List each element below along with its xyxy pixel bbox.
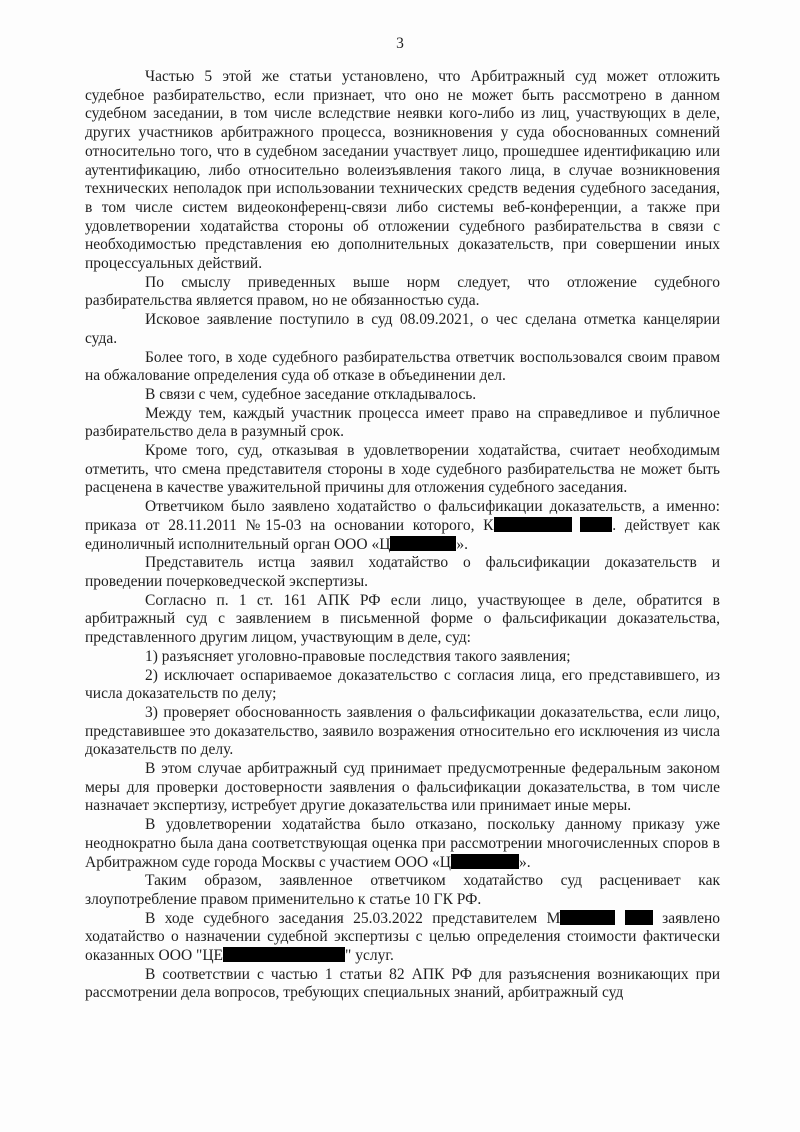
paragraph: По смыслу приведенных выше норм следует, что отложение судебного разбирательства является правом, но не обязанностью суда. [85, 273, 720, 310]
document-body [85, 68, 720, 1003]
paragraph: 2) исключает оспариваемое доказательство с согласия лица, его представившего, из числа доказательств по делу; [85, 666, 720, 703]
paragraph: Согласно п. 1 ст. 161 АПК РФ если лицо, участвующее в деле, обратится в арбитражный суд с заявлением в письменной форме о фальсификации доказательства, представленного другим лицом, участвующим в деле, суд: [85, 591, 720, 647]
redaction-box [451, 854, 519, 869]
redaction-box [560, 910, 615, 925]
paragraph: 3) проверяет обоснованность заявления о фальсификации доказательства, если лицо, представившее это доказательство, заявило возражения относительно его исключения из числа доказательств по делу. [85, 703, 720, 759]
paragraph: Таким образом, заявленное ответчиком ходатайство суд расценивает как злоупотребление правом применительно к статье 10 ГК РФ. [85, 872, 720, 908]
paragraph: Между тем, каждый участник процесса имеет право на справедливое и публичное разбирательство дела в разумный срок. [85, 404, 720, 441]
paragraph: Частью 5 этой же статьи установлено, что Арбитражный суд может отложить судебное разбирательство, если признает, что оно не может быть рассмотрено в данном судебном заседании, в том числе вследствие неявки кого-либо из лиц, участвующих в деле, других участников арбитражного процесса, возникновения у суда обоснованных сомнений относительно того, что в судебном заседании участвует лицо, прошедшее идентификацию или аутентификацию, либо относительно волеизъявления такого лица, в случае возникновения технических неполадок при использовании технических средств ведения судебного заседания, в том числе систем видеоконференц-связи либо системы веб-конференции, а также при удовлетворении ходатайства стороны об отложении судебного разбирательства в связи с необходимостью представления ею дополнительных доказательств, при совершении иных процессуальных действий. [85, 68, 720, 273]
paragraph: В этом случае арбитражный суд принимает предусмотренные федеральным законом меры для проверки достоверности заявления о фальсификации доказательства, в том числе назначает экспертизу, истребует другие доказательства или принимает иные меры. [85, 760, 720, 815]
paragraph: Исковое заявление поступило в суд 08.09.2021, о чес сделана отметка канцелярии суда. [85, 311, 720, 347]
paragraph: В ходе судебного заседания 25.03.2022 представителем М заявлено ходатайство о назначении судебной экспертизы с целью определения стоимости фактически оказанных ООО "ЦЕ " услуг. [85, 909, 720, 965]
paragraph: В удовлетворении ходатайства было отказано, поскольку данному приказу уже неоднократно была дана соответствующая оценка при рассмотрении многочисленных споров в Арбитражном суде города Москвы с участием ООО «Ц ». [85, 816, 720, 871]
redaction-box [390, 536, 456, 551]
redaction-box [223, 947, 345, 962]
paragraph: Ответчиком было заявлено ходатайство о фальсификации доказательств, а именно: приказа от 28.11.2011 №15-03 на основании которого, К . действует как единоличный исполнительный орган ООО «Ц ». [85, 498, 720, 553]
redaction-box [625, 910, 653, 925]
paragraph: Более того, в ходе судебного разбирательства ответчик воспользовался своим правом на обжалование определения суда об отказе в объединении дел. [85, 348, 720, 385]
paragraph: Кроме того, суд, отказывая в удовлетворении ходатайства, считает необходимым отметить, что смена представителя стороны в ходе судебного разбирательства не может быть расценена в качестве уважительной причины для отложения судебного заседания. [85, 442, 720, 497]
redaction-box [494, 517, 572, 532]
page-number: 3 [396, 35, 404, 52]
paragraph: В связи с чем, судебное заседание откладывалось. [145, 385, 477, 403]
paragraph: 1) разъясняет уголовно-правовые последствия такого заявления; [145, 647, 571, 665]
redaction-box [580, 517, 612, 532]
paragraph: В соответствии с частью 1 статьи 82 АПК РФ для разъяснения возникающих при рассмотрении дела вопросов, требующих специальных знаний, арбитражный суд [85, 965, 720, 1002]
paragraph: Представитель истца заявил ходатайство о фальсификации доказательств и проведении почерковедческой экспертизы. [85, 554, 720, 590]
